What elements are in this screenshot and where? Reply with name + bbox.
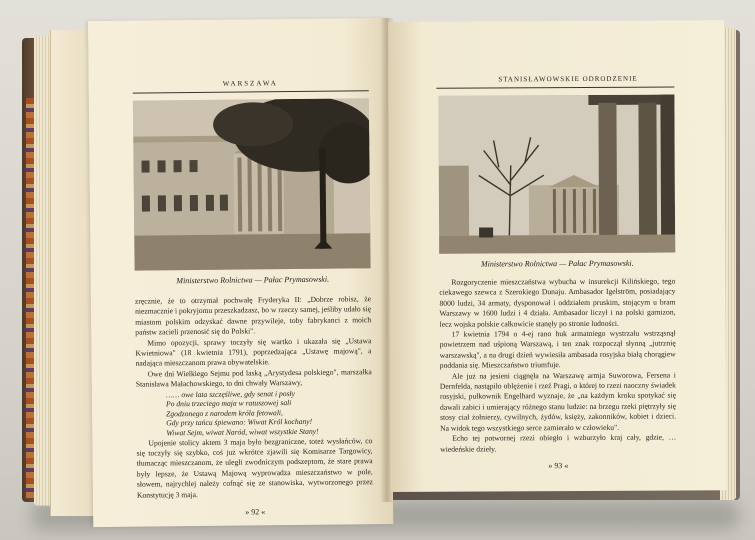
left-photo <box>133 98 371 270</box>
left-paragraph: Mimo opozycji, sprawy toczyły się wartko i ukazała się „Ustawa Kwietniowa" (18 kwietnia 1791), poprzedzająca „Ustawę majową", a nadająca mieszczanom prawa obywatelskie. <box>135 335 372 369</box>
right-page-number: » 93 « <box>548 461 569 471</box>
verse-line: …… owe lata szczęśliwe, gdy senat i posły <box>165 388 296 400</box>
left-head-rule <box>133 90 369 93</box>
verse-line: Gdy przy tańcu śpiewano: Wiwat Król kochany! <box>166 417 313 428</box>
left-paragraph: Upojenie stolicy aktem 3 maja było bezgraniczne, toteż wysłańców, co się toczyły się szybko, coś już wkrótce zjawili się Komisarze Targowicy, tłumacząc mieszczanom, że uległi zwodniczym podszeptom, że stare prawa były lepsze, że Ustawą Majową wyprowadza mieszczaństwo w pole, słowem, najrychlej należy cofnąć się ze stanowiska, wytworzonego przez Konstytucję 3 maja. <box>136 435 373 500</box>
palace-photo-left <box>133 98 371 270</box>
right-body-text <box>439 276 676 454</box>
right-running-head: STANISŁAWOWSKIE ODRODZENIE <box>498 74 638 84</box>
right-head-rule <box>436 87 674 89</box>
right-paragraph: Rozgoryczenie mieszczaństwa wybucha w insurekcji Kilińskiego, tego ciekawego szewca z Szerokiego Dunaju. Ambasador Igelström, posiadający 8000 ludzi, 34 armaty, dysponował i oddziałem pruskim, stojącym u bram Warszawy w 1600 ludzi i 4 działa. Ambasador liczył i na polski garnizon, lecz wojska polskie całkowicie stanęły po stronie ludności. <box>439 276 676 329</box>
verse-line: Wiwat Sejm, wiwat Naród, wiwat wszystkie Stany! <box>166 426 319 438</box>
right-photo <box>438 95 675 254</box>
verse-line: Po dniu trzeciego maja w ratuszowej sali <box>165 398 292 409</box>
verse-line: Zgodzonego z narodem króla fetowali, <box>166 407 283 419</box>
right-paragraph: Ale już na jesieni ciągnęła na Warszawę armja Suworowa, Fersena i Dernfelda, nastąpiło oblężenie i rzeź Pragi, o której to rzezi naoczny świadek rosyjski, pułkownik Engelhard wyznaje, że „na każdym kroku spotykać się dawali zabici i umierający różnego stanu ludzie: na brzegu rzeki piętrzyły się stosy ciał żołnierzy, cywilnych, żydów, księży, zakonników, kobiet i dzieci. Na widok tego wszystkiego serce zamierało w człowieku". <box>439 370 677 433</box>
left-paragraph: Owe dni Wielkiego Sejmu pod laską „Arystydesa polskiego", marszałka Stanisława Małachowskiego, to dni chwały Warszawy, <box>135 367 372 389</box>
left-running-head: WARSZAWA <box>222 79 278 88</box>
left-body-text <box>135 294 373 501</box>
left-paragraph: zręcznie, że to otrzymał pochwałę Fryderyka II: „Dobrze robisz, że niezmacznie i pokryjomu przeszkadzasz, bo w rzeczy samej, jeśliby udało się miastom polskim odzyskać dawne przywileje, toby fabrykanci z moich państw zacieli przenosić się do Polski". <box>134 294 372 337</box>
right-paragraph: Echo tej potwornej rzezi obiegło i wzburzyło kraj cały, gdzie, … wiedeńskie dzieły. <box>440 432 677 454</box>
right-paragraph: 17 kwietnia 1794 o 4-ej rano huk armatniego wystrzału wstrząsnął powietrzem nad uśpioną Warszawą, i ten znak rozpoczął słynną „jutrznię warszawską", a na drugi dzień wywiesiła ambasada rosyjska białą chorągiew poddania się. Mieszczaństwo triumfuje. <box>439 328 676 370</box>
left-page-number: » 92 « <box>245 507 266 517</box>
palace-photo-right <box>438 95 675 254</box>
right-caption: Ministerstwo Rolnictwa — Pałac Prymasowski. <box>480 258 634 269</box>
left-caption: Ministerstwo Rolnictwa — Pałac Prymasowski. <box>176 274 330 286</box>
right-page <box>388 20 726 492</box>
left-page <box>88 18 393 527</box>
